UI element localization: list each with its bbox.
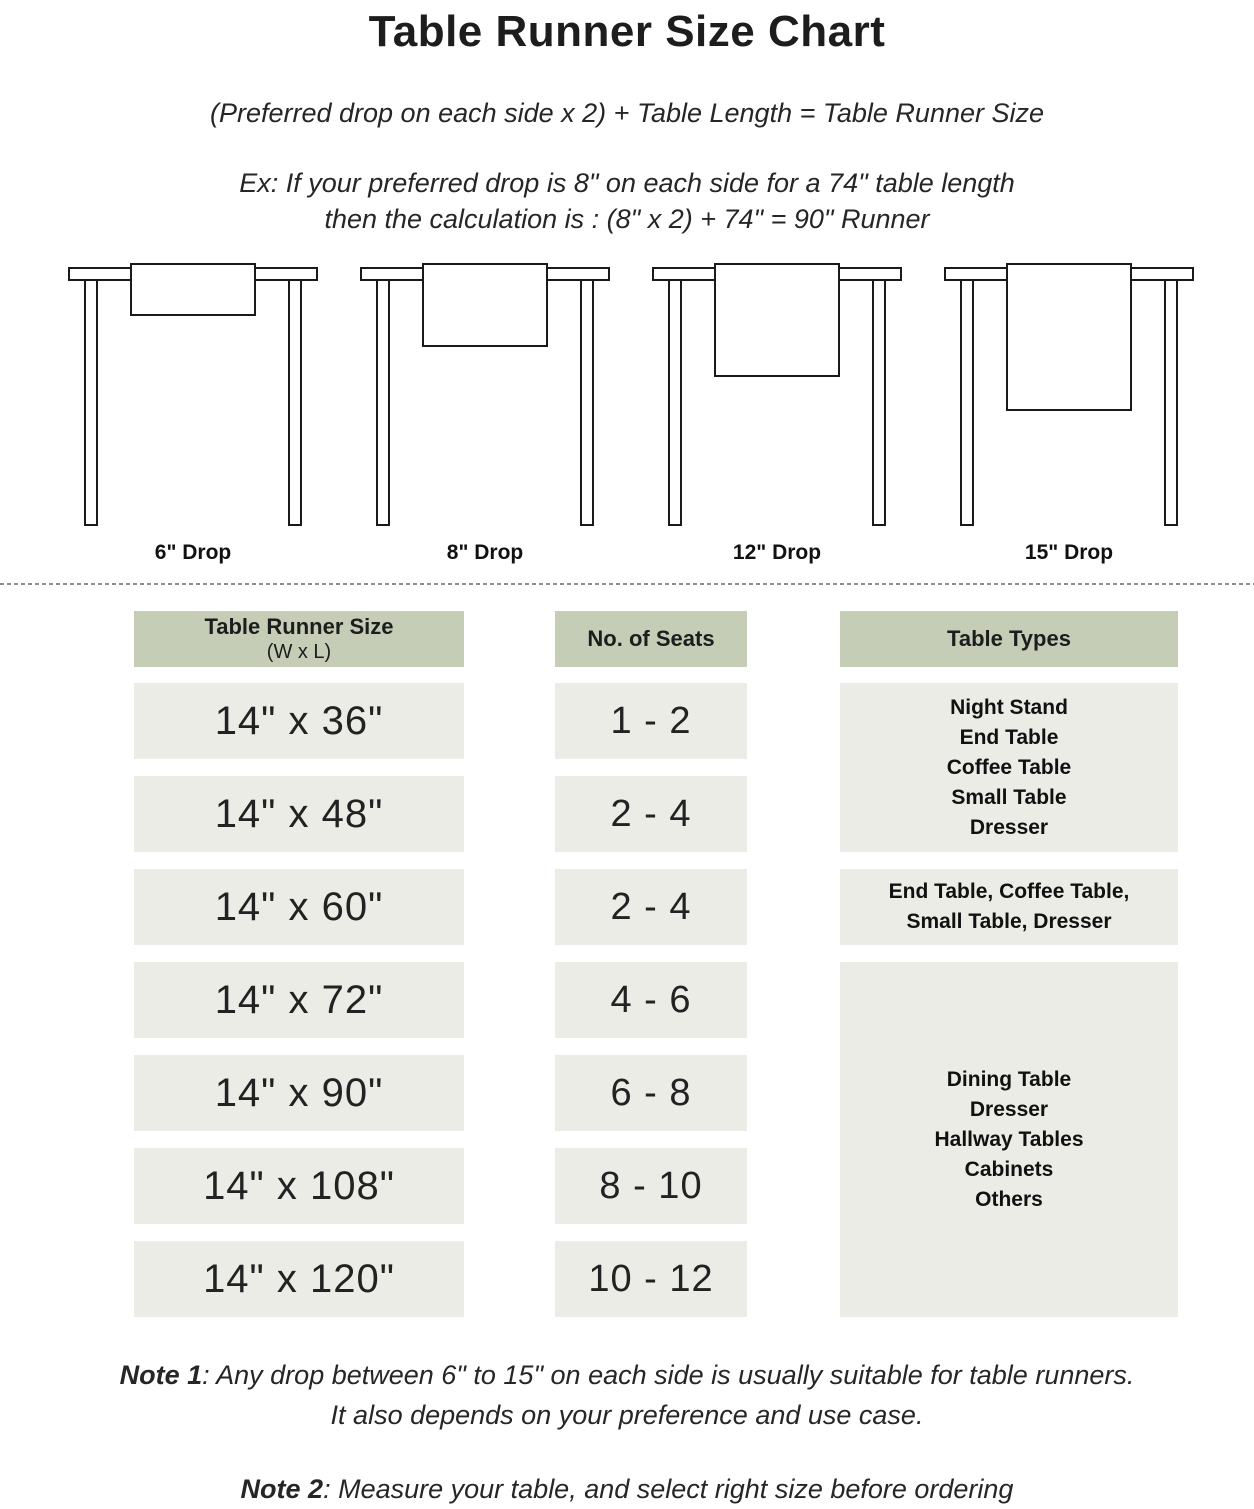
table-leg-graphic (1164, 279, 1178, 526)
note-1-label: Note 1 (119, 1360, 203, 1391)
drop-label: 6" Drop (154, 541, 232, 565)
example-line-1: Ex: If your preferred drop is 8" on each side for a 74" table length (239, 168, 1015, 199)
drop-label: 15" Drop (1024, 541, 1114, 565)
example-text (0, 165, 1254, 237)
size-cell: 14" x 60" (134, 869, 464, 945)
runner-graphic (714, 263, 840, 377)
note-2-text: : Measure your table, and select right size before ordering (323, 1474, 1014, 1505)
header-line-2: (W x L) (266, 641, 332, 664)
table-leg-graphic (376, 279, 390, 526)
formula-text: (Preferred drop on each side x 2) + Table Length = Table Runner Size (209, 98, 1045, 129)
type-line: Night Stand (950, 695, 1068, 719)
table-drawing (944, 267, 1194, 525)
type-line: Coffee Table (946, 755, 1072, 779)
size-cell: 14" x 108" (134, 1148, 464, 1224)
seats-cell: 6 - 8 (555, 1055, 747, 1131)
size-chart-table (0, 611, 1254, 1317)
type-line: End Table, Coffee Table, (888, 880, 1130, 904)
size-cell: 14" x 36" (134, 683, 464, 759)
size-cell: 14" x 90" (134, 1055, 464, 1131)
note-1-text-line-2: It also depends on your preference and use case. (330, 1400, 924, 1431)
runner-graphic (422, 263, 548, 347)
table-leg-graphic (872, 279, 886, 526)
example-line-2: then the calculation is : (8" x 2) + 74" = 90" Runner (324, 204, 930, 235)
seats-cell: 2 - 4 (555, 869, 747, 945)
note-1 (0, 1355, 1254, 1435)
notes-section (0, 1355, 1254, 1509)
table-leg-graphic (288, 279, 302, 526)
seats-cell: 8 - 10 (555, 1148, 747, 1224)
table-figure-8in-drop (360, 267, 610, 565)
type-line: Others (975, 1187, 1043, 1211)
size-cell: 14" x 72" (134, 962, 464, 1038)
size-cell: 14" x 120" (134, 1241, 464, 1317)
type-line: Cabinets (964, 1157, 1054, 1181)
runner-graphic (1006, 263, 1132, 411)
table-figure-12in-drop (652, 267, 902, 565)
table-drawing (68, 267, 318, 525)
header-line-1: Table Runner Size (204, 614, 394, 640)
table-types-cell-medium (840, 869, 1178, 945)
type-line: Dining Table (946, 1067, 1072, 1091)
column-header-seats: No. of Seats (555, 611, 747, 667)
type-line: Small Table, Dresser (906, 910, 1112, 934)
type-line: Dresser (969, 815, 1049, 839)
size-cell: 14" x 48" (134, 776, 464, 852)
seats-cell: 10 - 12 (555, 1241, 747, 1317)
table-figure-15in-drop (944, 267, 1194, 565)
drop-label: 8" Drop (446, 541, 524, 565)
table-leg-graphic (960, 279, 974, 526)
dashed-divider (0, 583, 1254, 585)
column-seats (555, 611, 747, 1317)
table-figure-6in-drop (68, 267, 318, 565)
table-leg-graphic (84, 279, 98, 526)
note-2-label: Note 2 (240, 1474, 324, 1505)
table-types-cell-small (840, 683, 1178, 852)
drop-illustrations (0, 267, 1254, 565)
seats-cell: 2 - 4 (555, 776, 747, 852)
note-1-text: : Any drop between 6" to 15" on each side is usually suitable for table runners. (202, 1360, 1135, 1391)
page-title: Table Runner Size Chart (368, 7, 886, 56)
column-table-types (840, 611, 1178, 1317)
table-drawing (652, 267, 902, 525)
column-header-runner-size (134, 611, 464, 667)
type-line: Hallway Tables (934, 1127, 1084, 1151)
table-types-cell-large (840, 962, 1178, 1317)
column-header-table-types: Table Types (840, 611, 1178, 667)
drop-label: 12" Drop (732, 541, 822, 565)
table-drawing (360, 267, 610, 525)
type-line: Dresser (969, 1097, 1049, 1121)
table-leg-graphic (668, 279, 682, 526)
seats-cell: 4 - 6 (555, 962, 747, 1038)
column-runner-size (134, 611, 464, 1317)
type-line: Small Table (951, 785, 1067, 809)
type-line: End Table (959, 725, 1059, 749)
table-leg-graphic (580, 279, 594, 526)
runner-graphic (130, 263, 256, 316)
note-2 (0, 1469, 1254, 1509)
seats-cell: 1 - 2 (555, 683, 747, 759)
